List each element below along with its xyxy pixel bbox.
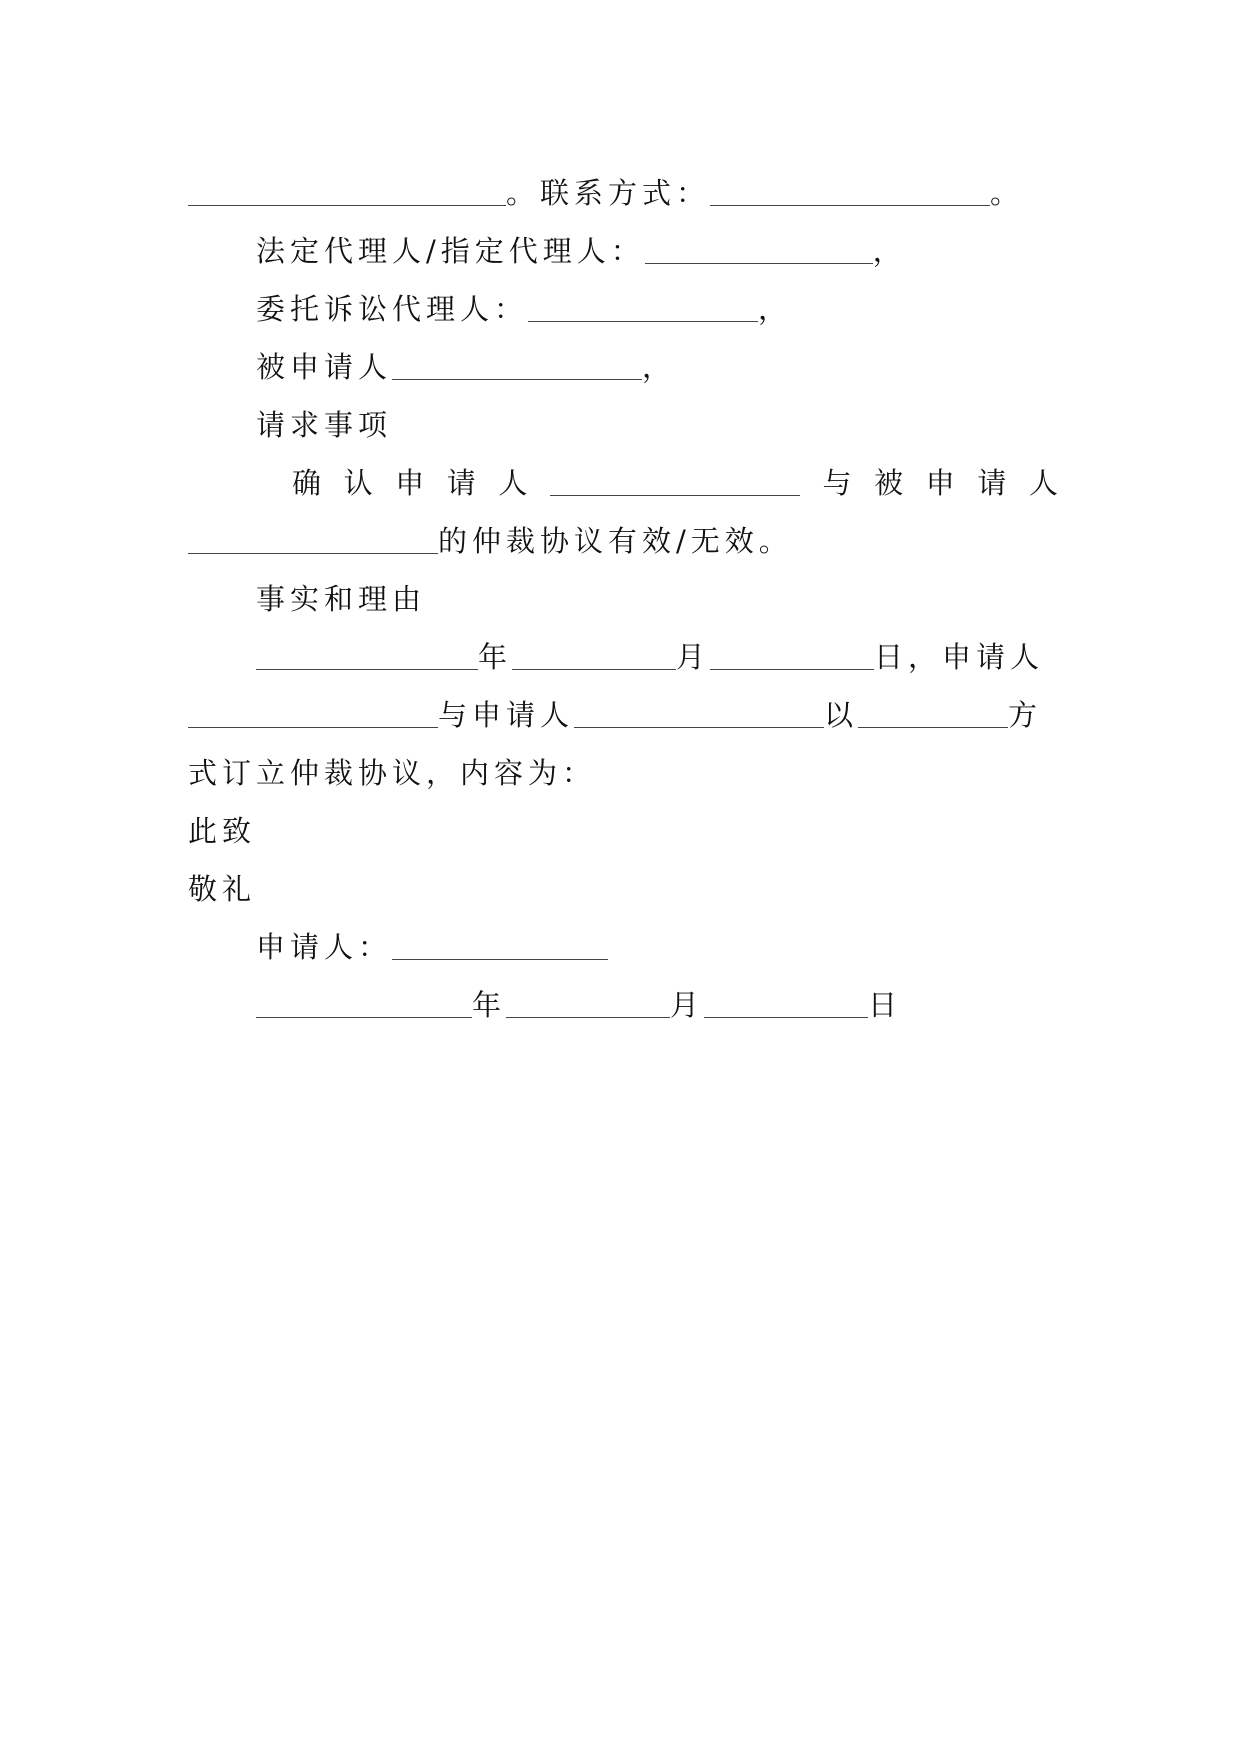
confirm-char-5: 人 [498, 466, 528, 500]
party-one-blank [188, 725, 438, 728]
confirm-char-6: 与 [822, 466, 852, 500]
confirm-char-3: 申 [395, 466, 425, 500]
legal-agent-comma: ， [872, 234, 907, 268]
by-label: 以 [824, 698, 859, 732]
agreement-content-line [188, 730, 1058, 788]
method-label: 方 [1008, 698, 1043, 732]
applicant-name-blank [550, 493, 800, 496]
confirm-agreement-line [292, 440, 1058, 498]
regards-line [188, 846, 1058, 904]
confirm-char-1: 确 [292, 466, 322, 500]
legal-agent-blank [645, 261, 873, 264]
respondent-blank [392, 377, 642, 380]
request-items-heading-line [256, 382, 1058, 440]
month-blank [512, 667, 676, 670]
confirm-char-10: 人 [1028, 466, 1058, 500]
agreement-validity-line [188, 498, 1058, 556]
agreement-validity-text: 的仲裁协议有效/无效。 [438, 524, 793, 558]
facts-reasons-heading: 事实和理由 [256, 582, 427, 616]
sign-month-label: 月 [670, 988, 705, 1022]
contact-blank [710, 203, 990, 206]
confirm-char-8: 申 [925, 466, 955, 500]
signature-label: 申请人： [256, 930, 393, 964]
litigation-agent-line [256, 266, 1058, 324]
address-blank [188, 203, 506, 206]
regards-text: 敬礼 [188, 872, 257, 906]
party-two-blank [574, 725, 824, 728]
sign-month-blank [506, 1015, 670, 1018]
legal-agent-line [256, 208, 1058, 266]
year-blank [256, 667, 478, 670]
applicant-address-contact-line [188, 150, 1058, 208]
contact-label: 联系方式： [540, 176, 711, 210]
agreement-date-line [256, 614, 1058, 672]
confirm-char-7: 被 [874, 466, 904, 500]
year-label: 年 [478, 640, 513, 674]
litigation-agent-blank [528, 319, 758, 322]
line-end-period: 。 [990, 176, 1025, 210]
respondent-label: 被申请人 [256, 350, 393, 384]
sign-year-blank [256, 1015, 472, 1018]
sign-day-label: 日 [868, 988, 903, 1022]
facts-reasons-heading-line [256, 556, 1058, 614]
litigation-agent-label: 委托诉讼代理人： [256, 292, 529, 326]
request-items-heading: 请求事项 [256, 408, 393, 442]
signing-date-line [256, 962, 1058, 1020]
respondent-line [256, 324, 1058, 382]
respondent-comma: ， [642, 350, 677, 384]
confirm-char-9: 请 [977, 466, 1007, 500]
confirm-char-2: 认 [343, 466, 373, 500]
day-applicant-label: 日，申请人 [874, 640, 1045, 674]
respondent-name-blank [188, 551, 438, 554]
month-label: 月 [676, 640, 711, 674]
sign-year-label: 年 [472, 988, 507, 1022]
method-blank [858, 725, 1008, 728]
day-blank [710, 667, 874, 670]
salutation-line [188, 788, 1058, 846]
signature-line [256, 904, 1058, 962]
salutation-text: 此致 [188, 814, 257, 848]
litigation-agent-comma: ， [758, 292, 793, 326]
sign-day-blank [704, 1015, 868, 1018]
legal-agent-label: 法定代理人/指定代理人： [256, 234, 645, 268]
agreement-parties-line [188, 672, 1058, 730]
separator-period: 。 [506, 176, 541, 210]
agreement-content-text: 式订立仲裁协议，内容为： [188, 756, 597, 790]
with-applicant-label: 与申请人 [438, 698, 575, 732]
confirm-char-4: 请 [446, 466, 476, 500]
signature-blank [392, 957, 608, 960]
